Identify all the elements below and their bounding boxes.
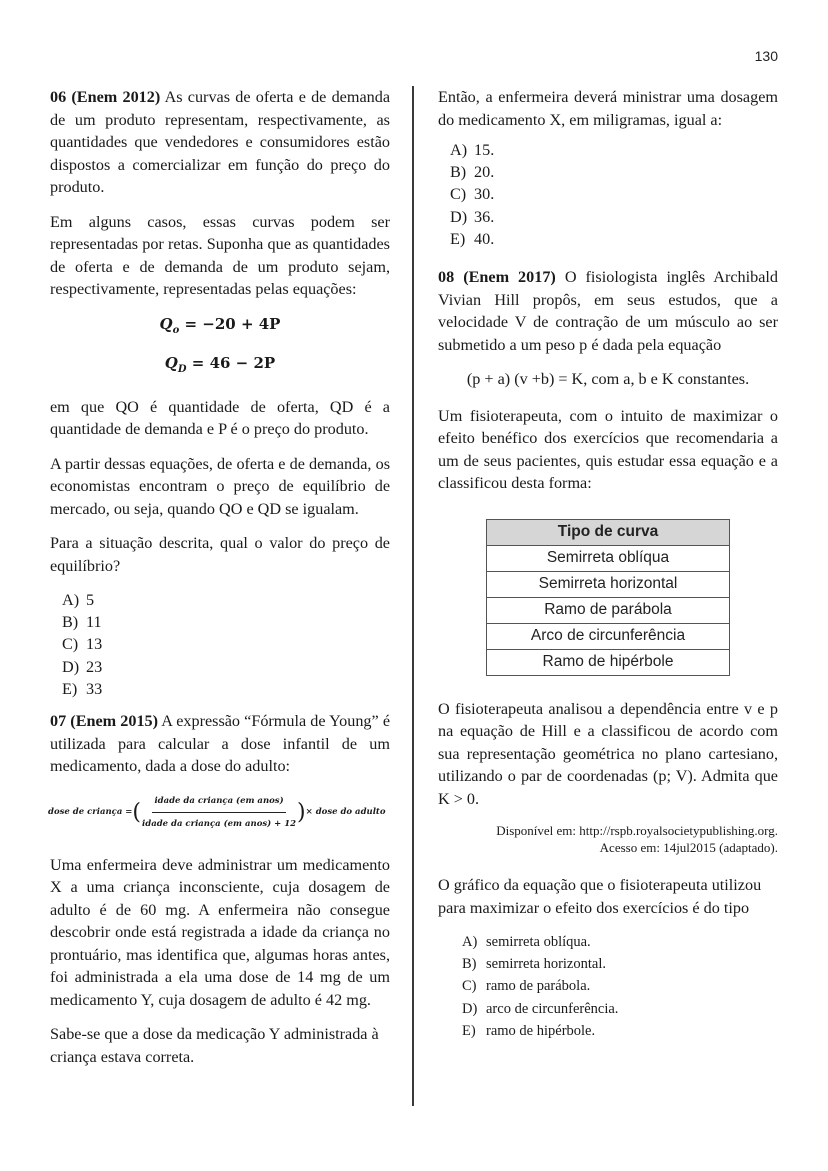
q07-option-a: A) 15. [450,141,495,159]
table-row: Ramo de parábola [487,597,730,623]
question-08 [438,266,778,1042]
q07-options [450,139,778,250]
q07-option-b: B) 20. [450,163,495,182]
source-line-1: Disponível em: http://rspb.royalsocietypublishing.org. [496,823,778,839]
left-column [50,86,390,1080]
q06-question: Para a situação descrita, qual o valor do preço de equilíbrio? [50,534,390,575]
q08-question: O gráfico da equação que o fisioterapeuta utilizou para maximizar o efeito dos exercícios é do tipo [438,876,762,917]
q07-option-d: D) 36. [450,207,495,226]
q07-option-c: C) 30. [450,185,495,204]
q08-intro [438,266,778,356]
question-07-continued [438,86,778,250]
q08-option-c: C) ramo de parábola. [462,978,591,995]
young-formula [48,790,390,836]
q08-intro-text: O fisiologista inglês Archibald Vivian Hill propôs, em seus estudos, que a velocidade V de contração de um músculo ao ser submetido a um peso p é dada pela equação [438,268,778,354]
q06-heading: 06 (Enem 2012) [50,88,161,106]
left-paren: ( [132,799,142,825]
q06-intro [50,86,390,199]
q08-option-a: A) semirreta oblíqua. [462,934,591,951]
q06-equation-demand [50,352,390,382]
q08-option-d: D) arco de circunferência. [462,1000,619,1017]
eq1-lhs: Q [159,314,173,333]
column-divider [412,86,414,1106]
q06-option-c: C) 13 [62,635,103,654]
q08-paragraph-2: Um fisioterapeuta, com o intuito de maximizar o efeito benéfico dos exercícios que recomendaria a um de seus pacientes, quis estudar essa equação e a classificou desta forma: [438,406,778,493]
q06-paragraph-3: em que QO é quantidade de oferta, QD é a quantidade de demanda e P é o preço do produto. [50,397,390,438]
formula-fraction [142,790,296,836]
q06-equation-supply [50,313,390,343]
table-header: Tipo de curva [487,519,730,545]
q08-options [462,931,778,1042]
q07-paragraph-2: Uma enfermeira deve administrar um medicamento X a uma criança inconsciente, cuja dosagem de adulto é de 60 mg. A enfermeira não consegue descobrir onde está registrada a idade da criança no prontuário, mas identifica que, algumas horas antes, foi administrada a ela uma dose de 14 mg de um medicamento Y, cuja dosagem de adulto é 42 mg. [50,855,390,1009]
q06-option-d: D) 23 [62,657,103,676]
formula-rhs: × dose do adulto [305,807,386,818]
q06-intro-text: As curvas de oferta e de demanda de um produto representam, respectivamente, as quantidades que vendedores e consumidores estão dispostos a comercializar em função do preço do produto. [50,88,391,196]
q07-intro [50,710,390,778]
q06-option-a: A) 5 [62,591,95,609]
right-paren: ) [297,799,306,825]
q07-question: Então, a enfermeira deverá ministrar uma dosagem do medicamento X, em miligramas, igual a: [438,88,778,129]
right-column [438,86,778,1052]
q06-paragraph-2: Em alguns casos, essas curvas podem ser representadas por retas. Suponha que as quantidades de oferta e de demanda de um produto sejam, respectivamente, representadas pelas equações: [50,212,390,298]
q07-intro-text: A expressão “Fórmula de Young” é utilizada para calcular a dose infantil de um medicamento, dada a dose do adulto: [50,712,391,776]
eq2-rhs: = 46 − 2P [191,354,276,372]
eq2-sub: D [177,364,187,375]
table-row: Ramo de hipérbole [487,649,730,675]
table-row: Semirreta horizontal [487,571,730,597]
q08-heading: 08 (Enem 2017) [438,268,556,287]
q07-paragraph-3: Sabe-se que a dose da medicação Y administrada à criança estava correta. [50,1025,379,1066]
source-line-2: Acesso em: 14jul2015 (adaptado). [599,840,778,856]
formula-denominator: idade da criança (em anos) + 12 [142,819,297,830]
q08-source [438,822,778,856]
q06-options [62,589,390,700]
q07-option-e: E) 40. [450,229,495,248]
q07-heading: 07 (Enem 2015) [50,712,159,731]
q06-paragraph-4: A partir dessas equações, de oferta e de demanda, os economistas encontram o preço de equilíbrio de mercado, ou seja, quando QO e QD se igualam. [50,454,390,518]
formula-lhs: dose de criança = [48,807,133,818]
question-06 [50,86,390,700]
q08-paragraph-3: O fisioterapeuta analisou a dependência entre v e p na equação de Hill e a classificou de acordo com sua representação geométrica no plano cartesiano, utilizando o par de coordenadas (p; V). Admita que K > 0. [438,699,778,808]
q08-option-e: E) ramo de hipérbole. [462,1022,596,1039]
page-number: 130 [754,48,778,64]
table-row: Semirreta oblíqua [487,545,730,571]
curve-type-table [486,519,730,676]
q08-option-b: B) semirreta horizontal. [462,956,606,973]
eq2-lhs: Q [164,354,178,372]
eq1-sub: o [172,324,180,336]
eq1-rhs: = −20 + 4P [184,314,281,333]
hill-equation: (p + a) (v +b) = K, com a, b e K constantes. [466,370,750,389]
formula-numerator: idade da criança (em anos) [152,790,285,814]
q06-option-e: E) 33 [62,679,103,698]
q06-option-b: B) 11 [62,613,102,632]
table-row: Arco de circunferência [487,623,730,649]
question-07 [50,710,390,1068]
